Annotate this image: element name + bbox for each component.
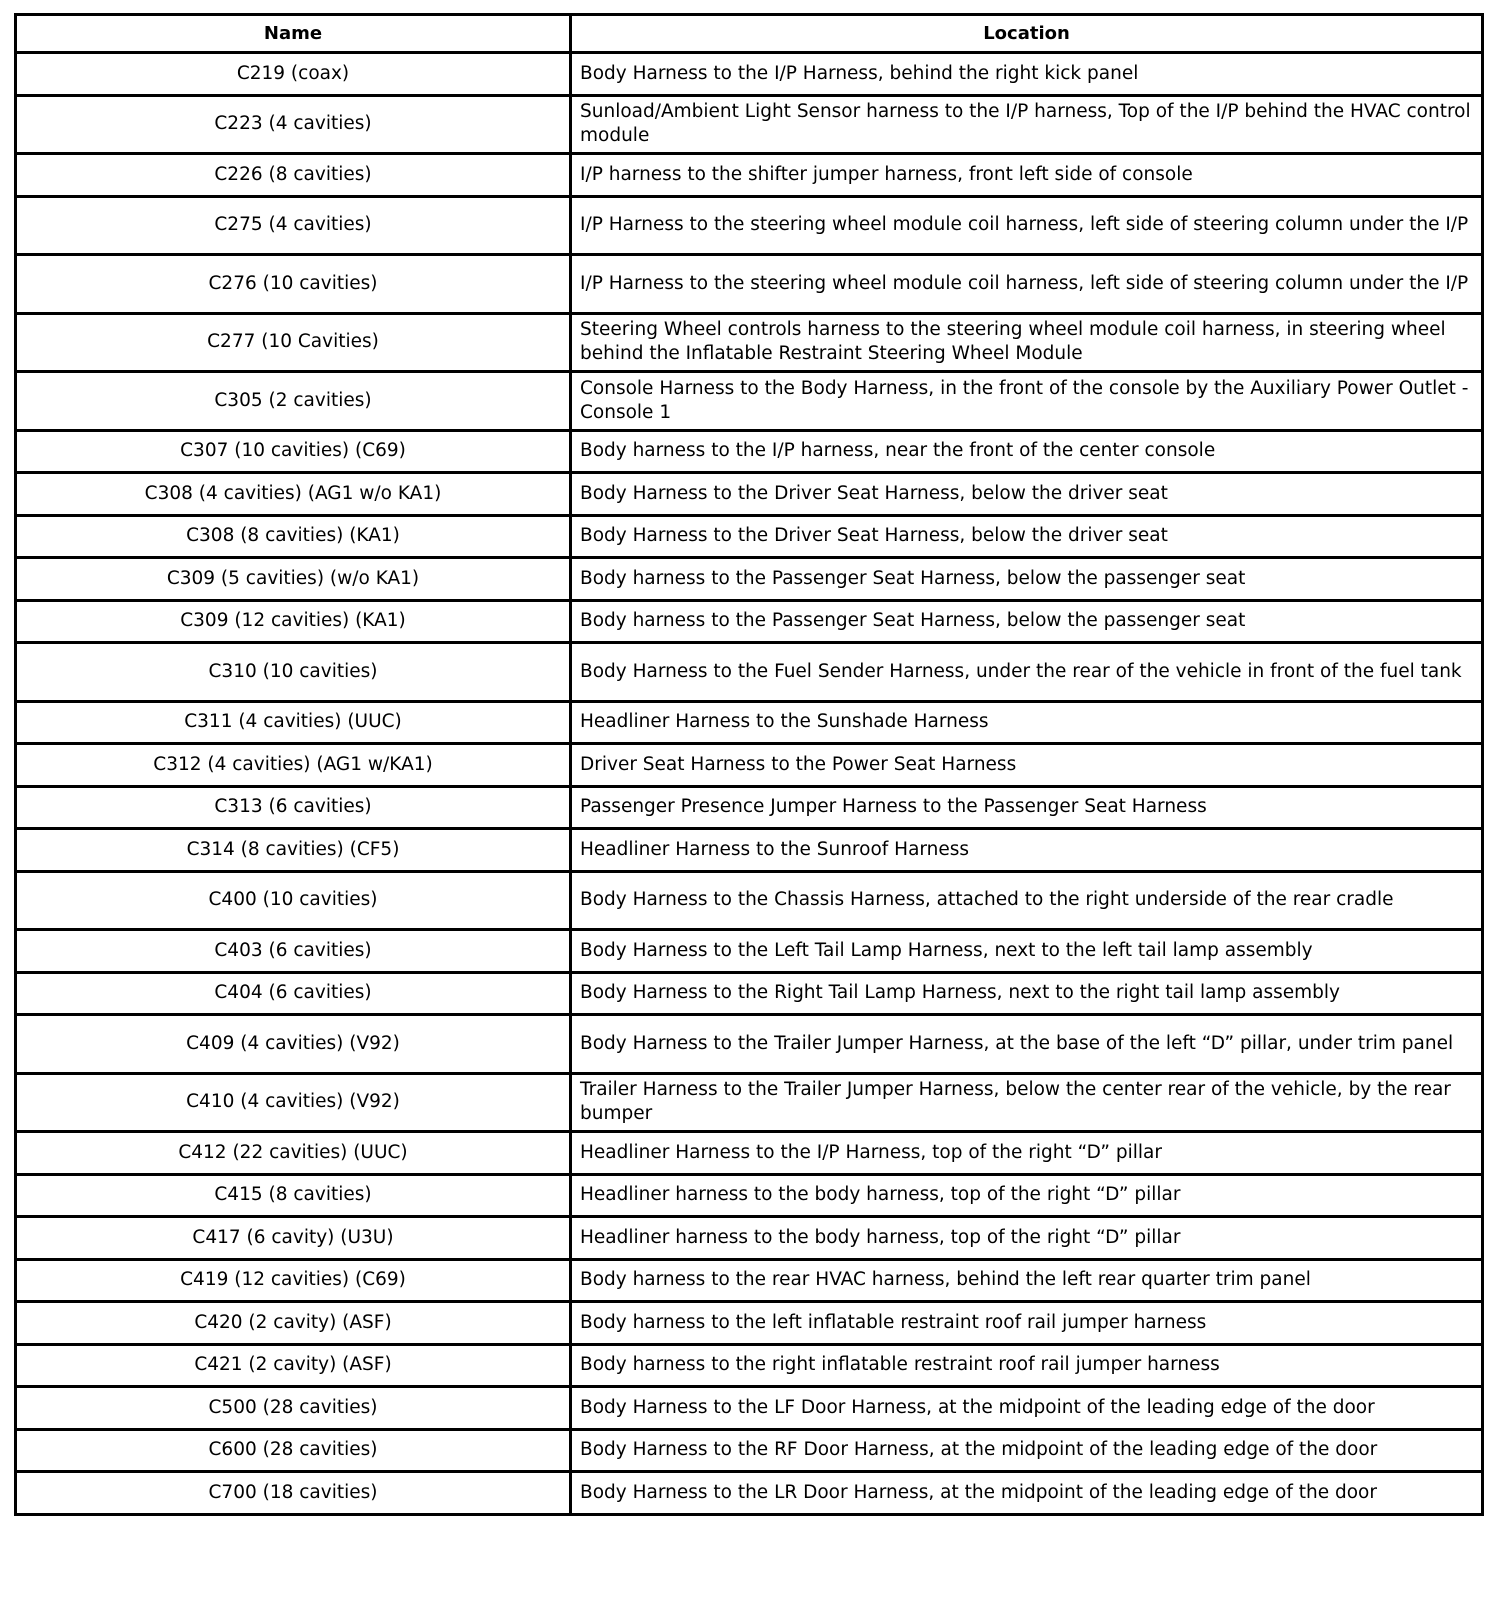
table-row: [16, 313, 1483, 372]
connector-location: Body harness to the left inflatable restraint roof rail jumper harness: [571, 1302, 1483, 1345]
table-row: [16, 1073, 1483, 1132]
column-header-name: Name: [16, 15, 571, 53]
connector-name: C313 (6 cavities): [16, 786, 571, 829]
connector-location: Body Harness to the Trailer Jumper Harness, at the base of the left “D” pillar, under trim panel: [571, 1015, 1483, 1074]
connector-name: C410 (4 cavities) (V92): [16, 1073, 571, 1132]
table-row: [16, 1472, 1483, 1515]
connector-table: [14, 13, 1484, 1516]
connector-name: C275 (4 cavities): [16, 196, 571, 255]
connector-name: C600 (28 cavities): [16, 1429, 571, 1472]
connector-name: C226 (8 cavities): [16, 154, 571, 197]
connector-name: C415 (8 cavities): [16, 1174, 571, 1217]
table-row: [16, 744, 1483, 787]
connector-name: C309 (12 cavities) (KA1): [16, 600, 571, 643]
connector-name: C308 (8 cavities) (KA1): [16, 515, 571, 558]
connector-name: C420 (2 cavity) (ASF): [16, 1302, 571, 1345]
table-row: [16, 196, 1483, 255]
connector-location: Console Harness to the Body Harness, in the front of the console by the Auxiliary Power Outlet - Console 1: [571, 372, 1483, 431]
connector-name: C409 (4 cavities) (V92): [16, 1015, 571, 1074]
connector-location: Body Harness to the Driver Seat Harness, below the driver seat: [571, 515, 1483, 558]
connector-name: C417 (6 cavity) (U3U): [16, 1217, 571, 1260]
connector-location: Body Harness to the LR Door Harness, at the midpoint of the leading edge of the door: [571, 1472, 1483, 1515]
connector-location: Body harness to the rear HVAC harness, behind the left rear quarter trim panel: [571, 1259, 1483, 1302]
table-row: [16, 1302, 1483, 1345]
connector-location: Body harness to the Passenger Seat Harness, below the passenger seat: [571, 558, 1483, 601]
table-row: [16, 473, 1483, 516]
table-row: [16, 1174, 1483, 1217]
table-row: [16, 430, 1483, 473]
connector-location: Trailer Harness to the Trailer Jumper Harness, below the center rear of the vehicle, by the rear bumper: [571, 1073, 1483, 1132]
connector-name: C419 (12 cavities) (C69): [16, 1259, 571, 1302]
table-row: [16, 600, 1483, 643]
connector-name: C277 (10 Cavities): [16, 313, 571, 372]
table-row: [16, 972, 1483, 1015]
table-row: [16, 930, 1483, 973]
connector-location: Body Harness to the Left Tail Lamp Harness, next to the left tail lamp assembly: [571, 930, 1483, 973]
connector-name: C309 (5 cavities) (w/o KA1): [16, 558, 571, 601]
connector-location: Body Harness to the Driver Seat Harness, below the driver seat: [571, 473, 1483, 516]
table-row: [16, 1429, 1483, 1472]
table-row: [16, 95, 1483, 154]
table-row: [16, 1217, 1483, 1260]
connector-location: Body Harness to the Chassis Harness, attached to the right underside of the rear cradle: [571, 871, 1483, 930]
connector-name: C400 (10 cavities): [16, 871, 571, 930]
connector-location: Headliner harness to the body harness, top of the right “D” pillar: [571, 1174, 1483, 1217]
table-row: [16, 515, 1483, 558]
table-row: [16, 829, 1483, 872]
connector-name: C314 (8 cavities) (CF5): [16, 829, 571, 872]
connector-name: C311 (4 cavities) (UUC): [16, 701, 571, 744]
header-row: [16, 15, 1483, 53]
table-body: [16, 53, 1483, 1515]
connector-location: Body Harness to the Fuel Sender Harness, under the rear of the vehicle in front of the fuel tank: [571, 643, 1483, 702]
connector-name: C421 (2 cavity) (ASF): [16, 1344, 571, 1387]
connector-name: C305 (2 cavities): [16, 372, 571, 431]
connector-location: Headliner Harness to the Sunshade Harness: [571, 701, 1483, 744]
table-row: [16, 1015, 1483, 1074]
connector-location: Body harness to the Passenger Seat Harness, below the passenger seat: [571, 600, 1483, 643]
connector-name: C312 (4 cavities) (AG1 w/KA1): [16, 744, 571, 787]
connector-location: Body Harness to the I/P Harness, behind the right kick panel: [571, 53, 1483, 96]
connector-location: Body Harness to the RF Door Harness, at the midpoint of the leading edge of the door: [571, 1429, 1483, 1472]
table-row: [16, 1387, 1483, 1430]
connector-location: Steering Wheel controls harness to the steering wheel module coil harness, in steering wheel behind the Inflatable Restraint Steering Wheel Module: [571, 313, 1483, 372]
connector-location: I/P Harness to the steering wheel module coil harness, left side of steering column under the I/P: [571, 255, 1483, 314]
connector-location: Driver Seat Harness to the Power Seat Harness: [571, 744, 1483, 787]
connector-name: C310 (10 cavities): [16, 643, 571, 702]
table-row: [16, 372, 1483, 431]
table-row: [16, 558, 1483, 601]
connector-name: C412 (22 cavities) (UUC): [16, 1132, 571, 1175]
connector-name: C308 (4 cavities) (AG1 w/o KA1): [16, 473, 571, 516]
connector-name: C307 (10 cavities) (C69): [16, 430, 571, 473]
connector-location: Passenger Presence Jumper Harness to the Passenger Seat Harness: [571, 786, 1483, 829]
connector-location: I/P Harness to the steering wheel module coil harness, left side of steering column under the I/P: [571, 196, 1483, 255]
connector-location: Body Harness to the LF Door Harness, at the midpoint of the leading edge of the door: [571, 1387, 1483, 1430]
connector-location: Headliner harness to the body harness, top of the right “D” pillar: [571, 1217, 1483, 1260]
connector-location: Body Harness to the Right Tail Lamp Harness, next to the right tail lamp assembly: [571, 972, 1483, 1015]
table-row: [16, 1259, 1483, 1302]
table-row: [16, 701, 1483, 744]
connector-location: Sunload/Ambient Light Sensor harness to the I/P harness, Top of the I/P behind the HVAC control module: [571, 95, 1483, 154]
connector-name: C500 (28 cavities): [16, 1387, 571, 1430]
connector-name: C219 (coax): [16, 53, 571, 96]
table-row: [16, 53, 1483, 96]
table-row: [16, 1132, 1483, 1175]
table-row: [16, 643, 1483, 702]
connector-name: C403 (6 cavities): [16, 930, 571, 973]
connector-name: C276 (10 cavities): [16, 255, 571, 314]
table-row: [16, 154, 1483, 197]
table-row: [16, 786, 1483, 829]
connector-location: I/P harness to the shifter jumper harness, front left side of console: [571, 154, 1483, 197]
table-row: [16, 1344, 1483, 1387]
column-header-location: Location: [571, 15, 1483, 53]
connector-location: Headliner Harness to the I/P Harness, top of the right “D” pillar: [571, 1132, 1483, 1175]
connector-name: C700 (18 cavities): [16, 1472, 571, 1515]
connector-location: Body harness to the I/P harness, near the front of the center console: [571, 430, 1483, 473]
connector-name: C223 (4 cavities): [16, 95, 571, 154]
table-row: [16, 255, 1483, 314]
connector-location: Body harness to the right inflatable restraint roof rail jumper harness: [571, 1344, 1483, 1387]
table-row: [16, 871, 1483, 930]
connector-name: C404 (6 cavities): [16, 972, 571, 1015]
connector-location: Headliner Harness to the Sunroof Harness: [571, 829, 1483, 872]
